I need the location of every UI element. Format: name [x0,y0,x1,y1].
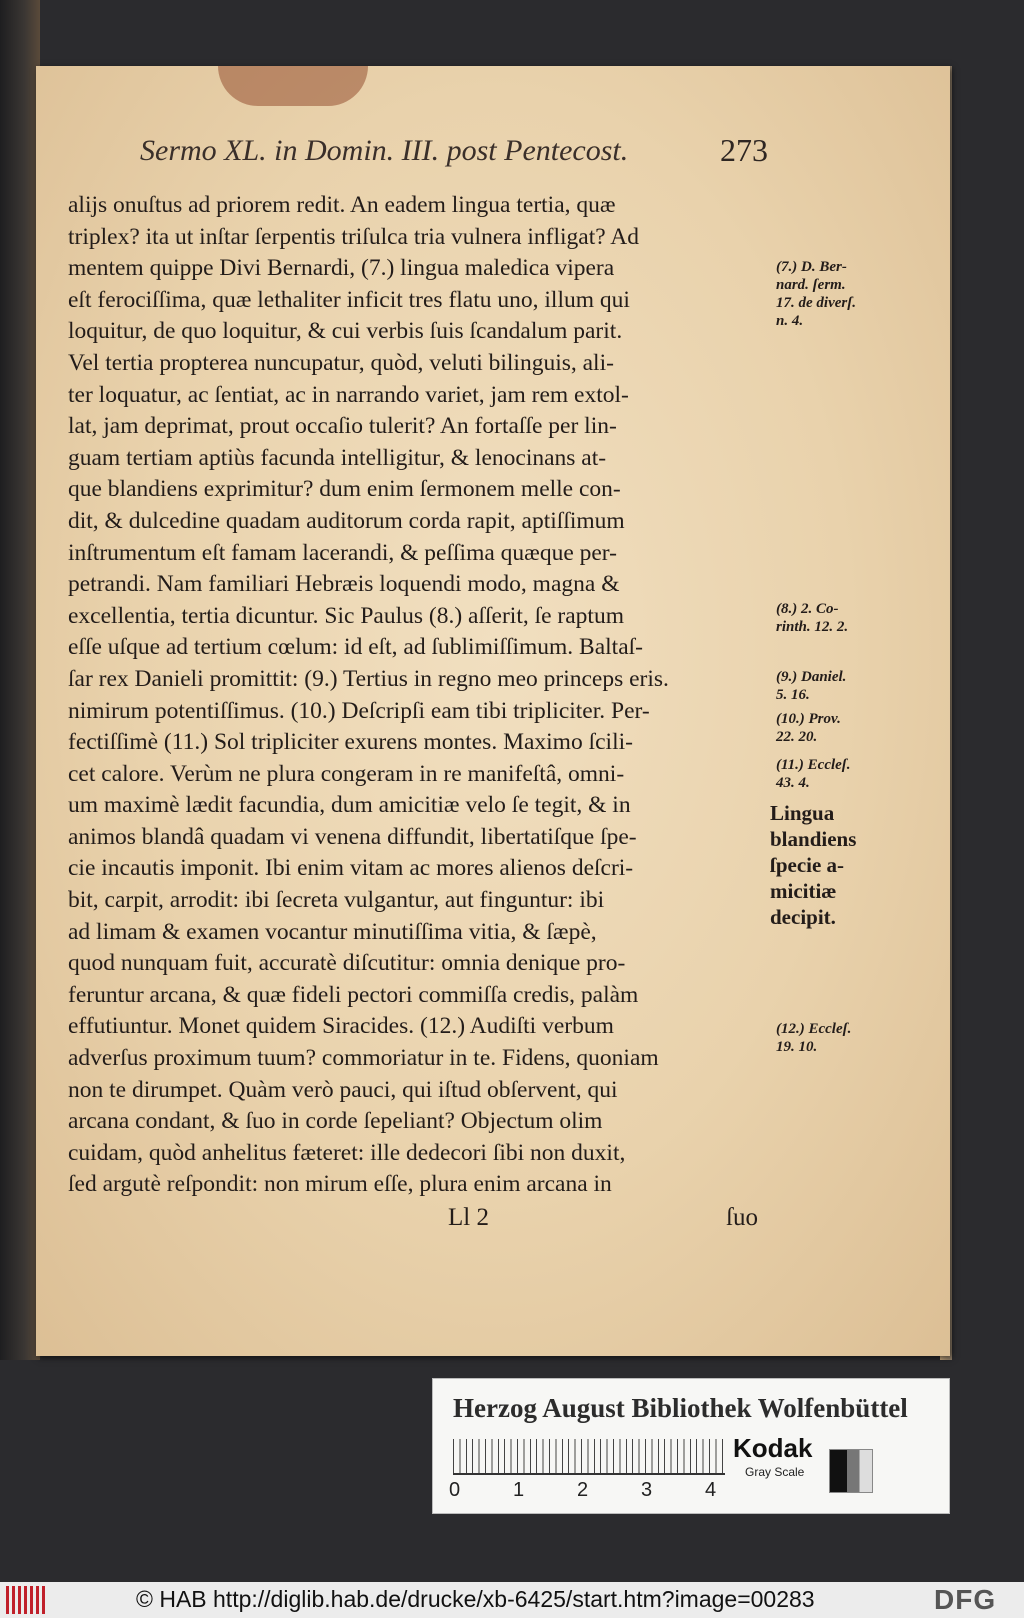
margin-note [776,756,851,792]
page-number: 273 [720,132,768,168]
text-line: que blandiens exprimitur? dum enim ſermonem melle con- [68,476,621,503]
text-line: cuidam, quòd anhelitus fæteret: ille dedecori ſibi non duxit, [68,1139,626,1166]
text-line: adverſus proximum tuum? commoriatur in te. Fidens, quoniam [68,1045,659,1072]
text-line: dit, & dulcedine quadam auditorum corda rapit, aptiſſimum [68,507,625,534]
margin-note [776,600,848,636]
margin-note-line: n. 4. [776,313,804,329]
text-line: bit, carpit, arrodit: ibi ſecreta vulgantur, aut finguntur: ibi [68,887,605,914]
margin-note-line: (7.) D. Ber- [776,259,847,275]
gray-swatch [829,1449,873,1493]
margin-note-line: 22. 20. [776,729,818,745]
text-line: alijs onuſtus ad priorem redit. An eadem lingua tertia, quæ [68,192,616,218]
text-line: nimirum potentiſſimus. (10.) Deſcripſi eam tibi tripliciter. Per- [68,697,650,724]
ruler-labels [449,1479,749,1505]
text-line: ad limam & examen vocantur minutiſſima vitia, & ſæpè, [68,918,597,945]
text-line: excellentia, tertia dicuntur. Sic Paulus (8.) aſſerit, ſe raptum [68,602,624,629]
text-line: lat, jam deprimat, prout occaſio tulerit? An fortaſſe per lin- [68,413,617,440]
text-line: cet calore. Verùm ne plura congeram in re manifeſtâ, omni- [68,760,625,787]
scale-ruler [453,1439,725,1475]
text-line: eſt ferociſſima, quæ lethaliter inficit tres flatu uno, illum qui [68,286,630,313]
margin-note-line: 5. 16. [776,687,810,703]
signature-mark: Ll 2 [448,1204,489,1231]
text-line: inſtrumentum eſt famam lacerandi, & peſſima quæque per- [68,539,617,566]
margin-note-line: 43. 4. [776,775,810,791]
margin-note [776,1020,851,1056]
text-line: ſed argutè reſpondit: non mirum eſſe, plura enim arcana in [68,1171,612,1198]
side-label-line: ſpecie a- [770,853,845,877]
body-text [68,190,780,1201]
side-label [770,800,856,930]
text-line: triplex? ita ut inſtar ſerpentis triſulca tria vulnera infligat? Ad [68,223,639,250]
text-line: Vel tertia propterea nuncupatur, quòd, veluti bilinguis, ali- [68,349,614,376]
margin-note [776,258,856,330]
margin-note-line: rinth. 12. 2. [776,619,849,635]
text-line: non te dirumpet. Quàm verò pauci, qui iſtud obſervent, qui [68,1076,618,1103]
left-book-edge [0,0,40,1360]
text-line: loquitur, de quo loquitur, & cui verbis ſuis ſcandalum parit. [68,318,623,345]
ruler-label: 4 [705,1479,717,1501]
footer-bar [0,1582,1024,1618]
text-line: eſſe uſque ad tertium cœlum: id eſt, ad ſublimiſſimum. Baltaſ- [68,634,643,661]
margin-note-line: 19. 10. [776,1039,818,1055]
margin-note-line: (12.) Eccleſ. [776,1021,852,1037]
dfg-logo: DFG [934,1584,997,1615]
ruler-label: 1 [513,1479,525,1501]
ruler-label: 2 [577,1479,589,1501]
text-line: mentem quippe Divi Bernardi, (7.) lingua maledica vipera [68,255,615,282]
margin-note-line: 17. de diverſ. [776,295,856,311]
side-label-line: blandiens [770,827,857,851]
margin-note-line: (9.) Daniel. [776,669,847,685]
text-line: um maximè lædit facundia, dum amicitiæ velo ſe tegit, & in [68,792,631,819]
text-line: feruntur arcana, & quæ fideli pectori commiſſa credis, palàm [68,981,639,1008]
catchword: ſuo [726,1204,758,1231]
text-line: ſar rex Danieli promittit: (9.) Tertius in regno meo princeps eris. [68,665,669,692]
margin-note [776,710,841,746]
page-stain [218,66,368,106]
text-line: guam tertiam aptiùs facunda intelligitur, & lenocinans at- [68,444,607,471]
library-card [432,1378,950,1514]
text-line: arcana condant, & ſuo in corde ſepeliant? Objectum olim [68,1108,603,1135]
text-line: petrandi. Nam familiari Hebræis loquendi modo, magna & [68,571,620,598]
side-label-line: micitiæ [770,879,837,903]
text-line: quod nunquam fuit, accuratè diſcutitur: omnia denique pro- [68,950,626,977]
margin-note-line: (8.) 2. Co- [776,601,839,617]
margin-note [776,668,846,704]
grayscale-label: Gray Scale [745,1465,805,1479]
barcode-icon [6,1586,46,1614]
library-name: Herzog August Bibliothek Wolfenbüttel [453,1393,908,1423]
text-line: fectiſſimè (11.) Sol tripliciter exurens montes. Maximo ſcili- [68,729,633,756]
text-line: effutiuntur. Monet quidem Siracides. (12.) Audiſti verbum [68,1013,614,1040]
margin-note-line: (11.) Eccleſ. [776,757,851,773]
ruler-label: 0 [449,1479,461,1501]
text-line: ter loquatur, ac ſentiat, ac in narrando variet, jam rem extol- [68,381,629,408]
side-label-line: Lingua [770,801,835,825]
margin-note-line: (10.) Prov. [776,711,841,727]
text-line: animos blandâ quadam vi venena diffundit, libertatiſque ſpe- [68,823,637,850]
text-line: cie incautis imponit. Ibi enim vitam ac mores alienos deſcri- [68,855,634,882]
footer-url[interactable]: © HAB http://diglib.hab.de/drucke/xb-6425/start.htm?image=00283 [136,1586,815,1612]
side-label-line: decipit. [770,905,836,929]
running-head: Sermo XL. in Domin. III. post Pentecost. [140,134,629,167]
margin-note-line: nard. ſerm. [776,277,846,293]
ruler-label: 3 [641,1479,653,1501]
kodak-logo: Kodak [733,1433,813,1463]
